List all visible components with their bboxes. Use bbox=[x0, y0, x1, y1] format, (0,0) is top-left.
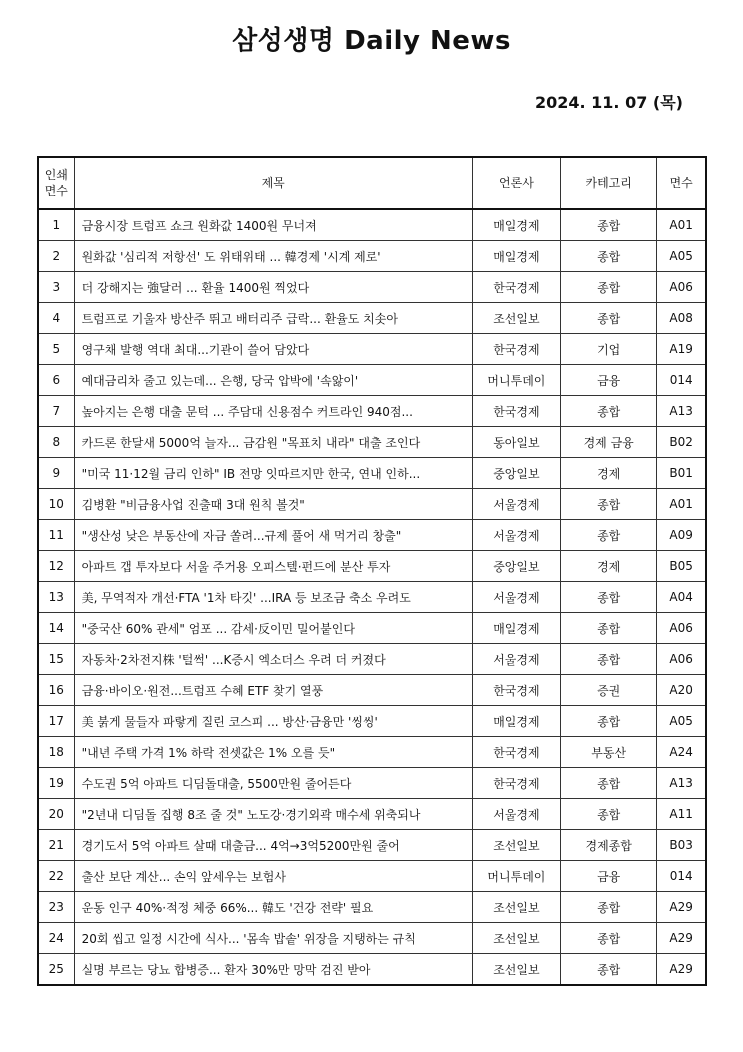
header-print-page bbox=[38, 157, 74, 209]
cell-page: A19 bbox=[657, 334, 706, 365]
cell-press: 동아일보 bbox=[472, 427, 560, 458]
cell-page: A29 bbox=[657, 892, 706, 923]
cell-headline: 예대금리차 줄고 있는데... 은행, 당국 압박에 '속앓이' bbox=[74, 365, 472, 396]
cell-print-page: 15 bbox=[38, 644, 74, 675]
header-page: 면수 bbox=[657, 157, 706, 209]
cell-headline: 높아지는 은행 대출 문턱 ... 주담대 신용점수 커트라인 940점... bbox=[74, 396, 472, 427]
table-row bbox=[38, 613, 706, 644]
cell-press: 매일경제 bbox=[472, 241, 560, 272]
cell-press: 조선일보 bbox=[472, 892, 560, 923]
cell-headline: 경기도서 5억 아파트 살때 대출금... 4억→3억5200만원 줄어 bbox=[74, 830, 472, 861]
table-row bbox=[38, 489, 706, 520]
cell-press: 조선일보 bbox=[472, 954, 560, 986]
cell-press: 조선일보 bbox=[472, 923, 560, 954]
table-row bbox=[38, 551, 706, 582]
cell-headline: 금융·바이오·원전...트럼프 수혜 ETF 찾기 열풍 bbox=[74, 675, 472, 706]
news-table bbox=[37, 156, 707, 986]
table-row bbox=[38, 737, 706, 768]
cell-headline: "내년 주택 가격 1% 하락 전셋값은 1% 오를 듯" bbox=[74, 737, 472, 768]
header-row bbox=[38, 157, 706, 209]
cell-print-page: 19 bbox=[38, 768, 74, 799]
cell-page: A29 bbox=[657, 923, 706, 954]
cell-headline: 자동차·2차전지株 '털썩' ...K증시 엑소더스 우려 더 커졌다 bbox=[74, 644, 472, 675]
cell-press: 중앙일보 bbox=[472, 458, 560, 489]
cell-print-page: 13 bbox=[38, 582, 74, 613]
cell-category: 종합 bbox=[561, 613, 657, 644]
cell-press: 한국경제 bbox=[472, 675, 560, 706]
cell-page: A05 bbox=[657, 241, 706, 272]
cell-press: 조선일보 bbox=[472, 303, 560, 334]
cell-category: 종합 bbox=[561, 520, 657, 551]
table-header bbox=[38, 157, 706, 209]
cell-category: 종합 bbox=[561, 923, 657, 954]
cell-category: 종합 bbox=[561, 272, 657, 303]
cell-headline: 20회 씹고 일정 시간에 식사... '몸속 밥솥' 위장을 지탱하는 규칙 bbox=[74, 923, 472, 954]
cell-page: A06 bbox=[657, 613, 706, 644]
cell-page: 014 bbox=[657, 365, 706, 396]
cell-print-page: 7 bbox=[38, 396, 74, 427]
cell-print-page: 17 bbox=[38, 706, 74, 737]
cell-page: B05 bbox=[657, 551, 706, 582]
document-title: 삼성생명 Daily News bbox=[232, 26, 511, 56]
cell-category: 경제 금융 bbox=[561, 427, 657, 458]
cell-category: 기업 bbox=[561, 334, 657, 365]
table-row bbox=[38, 427, 706, 458]
cell-press: 매일경제 bbox=[472, 706, 560, 737]
cell-category: 종합 bbox=[561, 644, 657, 675]
cell-print-page: 3 bbox=[38, 272, 74, 303]
cell-category: 부동산 bbox=[561, 737, 657, 768]
table-row bbox=[38, 365, 706, 396]
table-row bbox=[38, 209, 706, 241]
cell-page: A20 bbox=[657, 675, 706, 706]
cell-category: 경제 bbox=[561, 551, 657, 582]
cell-page: A01 bbox=[657, 209, 706, 241]
cell-page: A24 bbox=[657, 737, 706, 768]
cell-print-page: 23 bbox=[38, 892, 74, 923]
header-print-page-line2: 면수 bbox=[44, 184, 68, 198]
cell-category: 종합 bbox=[561, 489, 657, 520]
cell-page: A13 bbox=[657, 768, 706, 799]
header-category: 카테고리 bbox=[561, 157, 657, 209]
table-row bbox=[38, 768, 706, 799]
table-row bbox=[38, 861, 706, 892]
cell-headline: 카드론 한달새 5000억 늘자... 금감원 "목표치 내라" 대출 조인다 bbox=[74, 427, 472, 458]
cell-category: 금융 bbox=[561, 861, 657, 892]
cell-headline: 아파트 갭 투자보다 서울 주거용 오피스텔·펀드에 분산 투자 bbox=[74, 551, 472, 582]
cell-headline: 출산 보단 계산... 손익 앞세우는 보험사 bbox=[74, 861, 472, 892]
cell-press: 한국경제 bbox=[472, 272, 560, 303]
cell-page: 014 bbox=[657, 861, 706, 892]
cell-category: 종합 bbox=[561, 396, 657, 427]
cell-print-page: 1 bbox=[38, 209, 74, 241]
table-row bbox=[38, 458, 706, 489]
table-row bbox=[38, 954, 706, 986]
cell-page: A13 bbox=[657, 396, 706, 427]
cell-category: 종합 bbox=[561, 768, 657, 799]
cell-category: 종합 bbox=[561, 209, 657, 241]
cell-page: A04 bbox=[657, 582, 706, 613]
table-row bbox=[38, 303, 706, 334]
table-row bbox=[38, 799, 706, 830]
cell-press: 매일경제 bbox=[472, 209, 560, 241]
cell-print-page: 2 bbox=[38, 241, 74, 272]
table-row bbox=[38, 241, 706, 272]
cell-headline: 더 강해지는 強달러 ... 환율 1400원 찍었다 bbox=[74, 272, 472, 303]
table-row bbox=[38, 923, 706, 954]
cell-headline: 김병환 "비금융사업 진출때 3대 원칙 볼것" bbox=[74, 489, 472, 520]
cell-category: 종합 bbox=[561, 303, 657, 334]
cell-press: 중앙일보 bbox=[472, 551, 560, 582]
cell-print-page: 4 bbox=[38, 303, 74, 334]
cell-headline: 트럼프로 기울자 방산주 뛰고 배터리주 급락... 환율도 치솟아 bbox=[74, 303, 472, 334]
cell-press: 머니투데이 bbox=[472, 861, 560, 892]
document-date: 2024. 11. 07 (목) bbox=[534, 93, 683, 112]
cell-category: 종합 bbox=[561, 706, 657, 737]
cell-page: A06 bbox=[657, 272, 706, 303]
cell-headline: "중국산 60% 관세" 엄포 ... 감세·反이민 밀어붙인다 bbox=[74, 613, 472, 644]
cell-headline: "2년내 디딤돌 집행 8조 줄 것" 노도강·경기외곽 매수세 위축되나 bbox=[74, 799, 472, 830]
cell-headline: 영구채 발행 역대 최대...기관이 쓸어 담았다 bbox=[74, 334, 472, 365]
cell-print-page: 25 bbox=[38, 954, 74, 986]
table-row bbox=[38, 334, 706, 365]
cell-print-page: 12 bbox=[38, 551, 74, 582]
cell-press: 머니투데이 bbox=[472, 365, 560, 396]
cell-print-page: 8 bbox=[38, 427, 74, 458]
cell-press: 서울경제 bbox=[472, 489, 560, 520]
table-row bbox=[38, 272, 706, 303]
cell-category: 금융 bbox=[561, 365, 657, 396]
cell-press: 매일경제 bbox=[472, 613, 560, 644]
table-row bbox=[38, 396, 706, 427]
cell-press: 서울경제 bbox=[472, 582, 560, 613]
cell-print-page: 10 bbox=[38, 489, 74, 520]
table-row bbox=[38, 644, 706, 675]
cell-print-page: 18 bbox=[38, 737, 74, 768]
table-row bbox=[38, 706, 706, 737]
cell-page: B01 bbox=[657, 458, 706, 489]
cell-print-page: 5 bbox=[38, 334, 74, 365]
cell-print-page: 11 bbox=[38, 520, 74, 551]
cell-headline: 美 붉게 물들자 파랗게 질린 코스피 ... 방산·금융만 '씽씽' bbox=[74, 706, 472, 737]
cell-page: A09 bbox=[657, 520, 706, 551]
cell-category: 종합 bbox=[561, 241, 657, 272]
cell-page: A08 bbox=[657, 303, 706, 334]
table-row bbox=[38, 675, 706, 706]
cell-print-page: 22 bbox=[38, 861, 74, 892]
table-row bbox=[38, 830, 706, 861]
cell-category: 종합 bbox=[561, 892, 657, 923]
cell-press: 한국경제 bbox=[472, 768, 560, 799]
cell-press: 한국경제 bbox=[472, 737, 560, 768]
cell-headline: 금융시장 트럼프 쇼크 원화값 1400원 무너져 bbox=[74, 209, 472, 241]
cell-headline: 수도권 5억 아파트 디딤돌대출, 5500만원 줄어든다 bbox=[74, 768, 472, 799]
cell-headline: "생산성 낮은 부동산에 자금 쏠려...규제 풀어 새 먹거리 창출" bbox=[74, 520, 472, 551]
cell-print-page: 6 bbox=[38, 365, 74, 396]
table-row bbox=[38, 892, 706, 923]
cell-press: 조선일보 bbox=[472, 830, 560, 861]
cell-headline: 美, 무역적자 개선·FTA '1차 타깃' ...IRA 등 보조금 축소 우려도 bbox=[74, 582, 472, 613]
cell-print-page: 24 bbox=[38, 923, 74, 954]
cell-print-page: 21 bbox=[38, 830, 74, 861]
cell-press: 서울경제 bbox=[472, 644, 560, 675]
cell-press: 서울경제 bbox=[472, 799, 560, 830]
cell-category: 종합 bbox=[561, 954, 657, 986]
cell-page: A01 bbox=[657, 489, 706, 520]
cell-category: 증권 bbox=[561, 675, 657, 706]
cell-print-page: 20 bbox=[38, 799, 74, 830]
cell-print-page: 16 bbox=[38, 675, 74, 706]
table-row bbox=[38, 582, 706, 613]
header-title: 제목 bbox=[74, 157, 472, 209]
cell-headline: 실명 부르는 당뇨 합병증... 환자 30%만 망막 검진 받아 bbox=[74, 954, 472, 986]
cell-print-page: 14 bbox=[38, 613, 74, 644]
cell-headline: 원화값 '심리적 저항선' 도 위태위태 ... 韓경제 '시계 제로' bbox=[74, 241, 472, 272]
cell-press: 한국경제 bbox=[472, 396, 560, 427]
cell-press: 한국경제 bbox=[472, 334, 560, 365]
header-print-page-line1: 인쇄 bbox=[44, 168, 68, 182]
cell-page: A11 bbox=[657, 799, 706, 830]
cell-category: 종합 bbox=[561, 799, 657, 830]
cell-press: 서울경제 bbox=[472, 520, 560, 551]
cell-page: A05 bbox=[657, 706, 706, 737]
cell-page: A06 bbox=[657, 644, 706, 675]
table-row bbox=[38, 520, 706, 551]
cell-page: B02 bbox=[657, 427, 706, 458]
cell-category: 종합 bbox=[561, 582, 657, 613]
cell-print-page: 9 bbox=[38, 458, 74, 489]
cell-category: 경제 bbox=[561, 458, 657, 489]
header-press: 언론사 bbox=[472, 157, 560, 209]
cell-page: B03 bbox=[657, 830, 706, 861]
cell-category: 경제종합 bbox=[561, 830, 657, 861]
cell-headline: 운동 인구 40%·적정 체중 66%... 韓도 '건강 전략' 필요 bbox=[74, 892, 472, 923]
cell-headline: "미국 11·12월 금리 인하" IB 전망 잇따르지만 한국, 연내 인하... bbox=[74, 458, 472, 489]
table-body bbox=[38, 209, 706, 985]
cell-page: A29 bbox=[657, 954, 706, 986]
